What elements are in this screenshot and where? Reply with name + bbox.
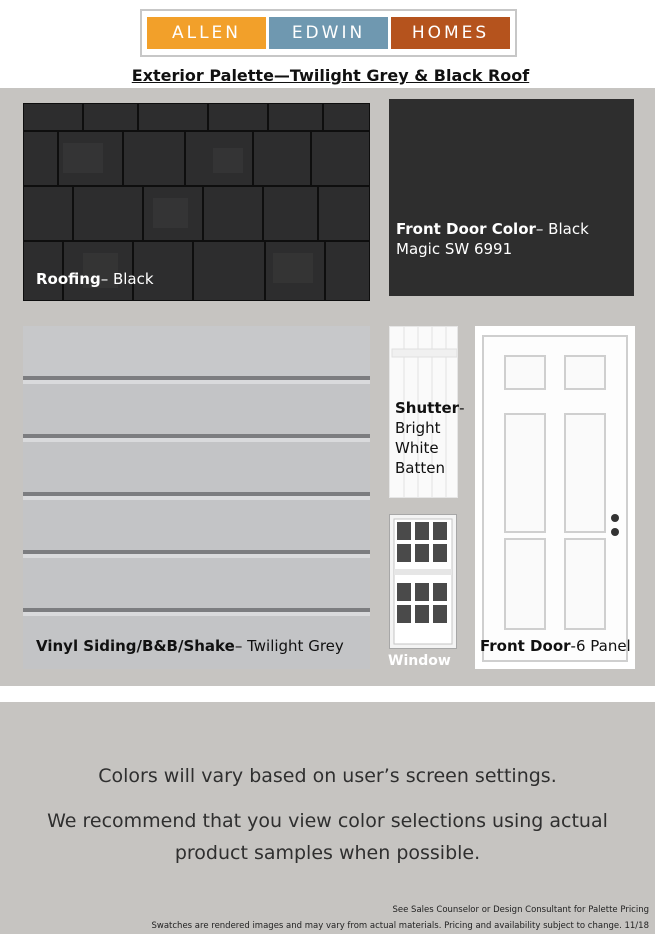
pricing-note: See Sales Counselor or Design Consultant for Palette Pricing (392, 905, 649, 915)
six-panel-door-image (475, 326, 635, 669)
front-door-label: Front Door-6 Panel (480, 637, 631, 655)
roofing-label: Roofing– Black (36, 270, 154, 288)
swatch-disclaimer: Swatches are rendered images and may vary from actual materials. Pricing and availability subject to change. 11/18 (151, 921, 649, 931)
window-label: Window (388, 653, 451, 669)
page-title: Exterior Palette—Twilight Grey & Black Roof (131, 66, 530, 85)
siding-label: Vinyl Siding/B&B/Shake– Twilight Grey (36, 637, 344, 655)
window-swatch (389, 514, 457, 649)
front-door-color-label: Front Door Color– Black Magic SW 6991 (396, 220, 589, 258)
front-door-color-swatch (389, 99, 634, 296)
product-samples-note: We recommend that you view color selections using actual product samples when possible. (47, 810, 608, 864)
logo-edwin-segment: EDWIN (269, 17, 388, 49)
window-image (389, 514, 457, 649)
allen-edwin-homes-logo (140, 9, 517, 57)
logo-homes-segment: HOMES (391, 17, 510, 49)
siding-texture-image (23, 326, 370, 669)
logo-allen-segment: ALLEN (147, 17, 266, 49)
siding-swatch (23, 326, 370, 669)
shutter-label: Shutter- Bright White Batten (395, 399, 465, 477)
front-door-swatch (475, 326, 635, 669)
screen-settings-note: Colors will vary based on user’s screen settings. (98, 765, 557, 787)
